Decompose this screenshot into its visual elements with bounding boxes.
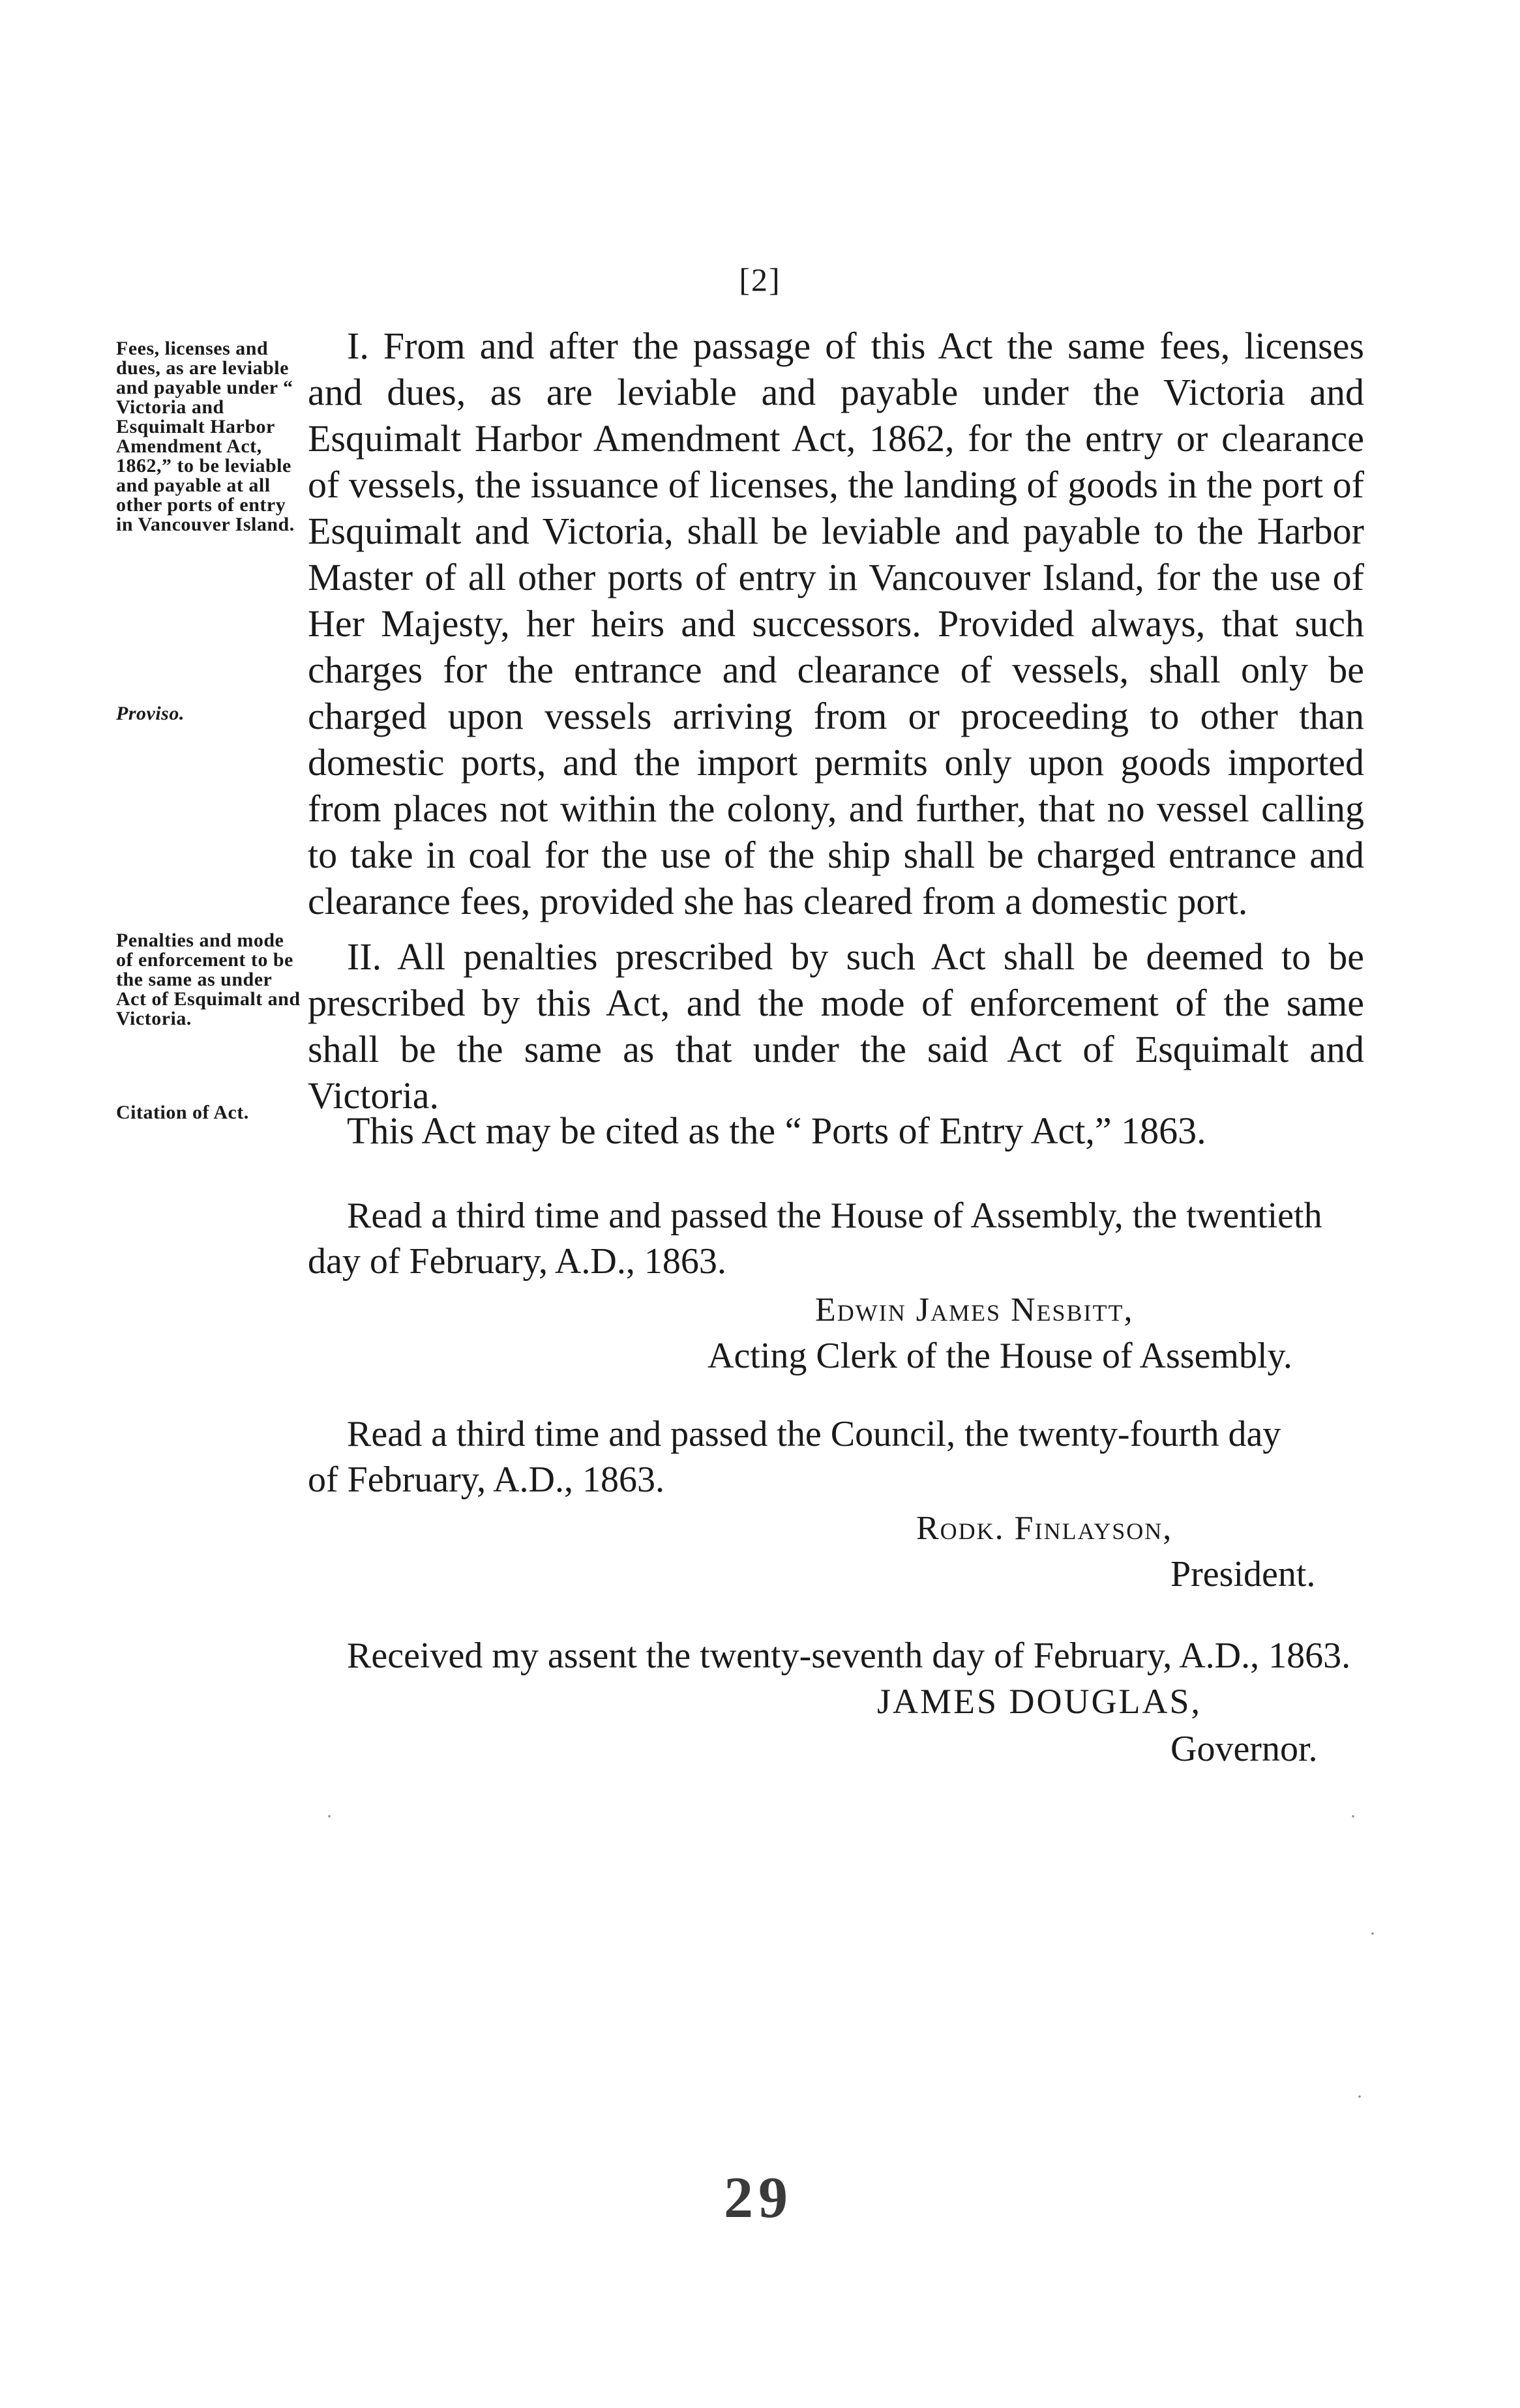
sidenote-penalties: Penalties and mode of enforcement to be the same as under Act of Esquimalt and Victoria.	[116, 930, 301, 1029]
section-two-paragraph: II. All penalties prescribed by such Act shall be deemed to be prescribed by this Act, and the mode of enforcement of the same shall be the same as that under the said Act of Esquimalt and Victoria.	[308, 935, 1364, 1117]
assembly-signer-title: Acting Clerk of the House of Assembly.	[708, 1336, 1292, 1376]
scan-speck: ·	[1356, 2086, 1363, 2107]
council-signer: Rodk. Finlayson,	[916, 1510, 1173, 1547]
scan-speck: ·	[326, 1806, 333, 1827]
council-reading-line-2: of February, A.D., 1863.	[308, 1460, 664, 1500]
sidenote-proviso: Proviso.	[116, 703, 185, 724]
assembly-signer: Edwin James Nesbitt,	[815, 1291, 1134, 1329]
council-signer-title: President.	[1170, 1554, 1316, 1594]
assent-signer-title: Governor.	[1170, 1729, 1318, 1769]
assent-line: Received my assent the twenty-seventh day of February, A.D., 1863.	[347, 1636, 1351, 1676]
section-one-paragraph: I. From and after the passage of this Act the same fees, licenses and dues, as are leviable and payable under the Victoria and Esquimalt Harbor Amendment Act, 1862, for the entry or clearance of vessels, the issuance of licenses, the landing of goods in the port of Esquimalt and Victoria, shall be leviable and payable to the Harbor Master of all other ports of entry in Vancouver Island, for the use of Her Majesty, her heirs and successors. Provided always, that such charges for the entrance and clearance of vessels, shall only be charged upon vessels arriving from or proceeding to other than domestic ports, and the import permits only upon goods imported from places not within the colony, and further, that no vessel calling to take in coal for the use of the ship shall be charged entrance and clearance fees, provided she has cleared from a domestic port.	[308, 325, 1364, 922]
sidenote-citation: Citation of Act.	[116, 1102, 249, 1123]
sidenote-fees: Fees, licenses and dues, as are leviable and payable under “ Victoria and Esquimalt Harbor Amendment Act, 1862,” to be leviable and payable at all other ports of entry in Vancouver Island.	[116, 338, 295, 535]
scan-speck: ·	[1369, 1923, 1376, 1945]
footer-page-mark: 29	[724, 2166, 793, 2230]
assembly-reading-line-2: day of February, A.D., 1863.	[308, 1241, 726, 1282]
council-reading-line-1: Read a third time and passed the Council, the twenty-fourth day	[347, 1414, 1281, 1454]
page-number: [2]	[739, 261, 781, 298]
assent-signer: JAMES DOUGLAS,	[877, 1682, 1202, 1721]
scan-speck: ·	[1350, 1806, 1356, 1827]
citation-line: This Act may be cited as the “ Ports of Entry Act,” 1863.	[347, 1109, 1206, 1152]
assembly-reading-line-1: Read a third time and passed the House of Assembly, the twentieth	[347, 1196, 1322, 1236]
